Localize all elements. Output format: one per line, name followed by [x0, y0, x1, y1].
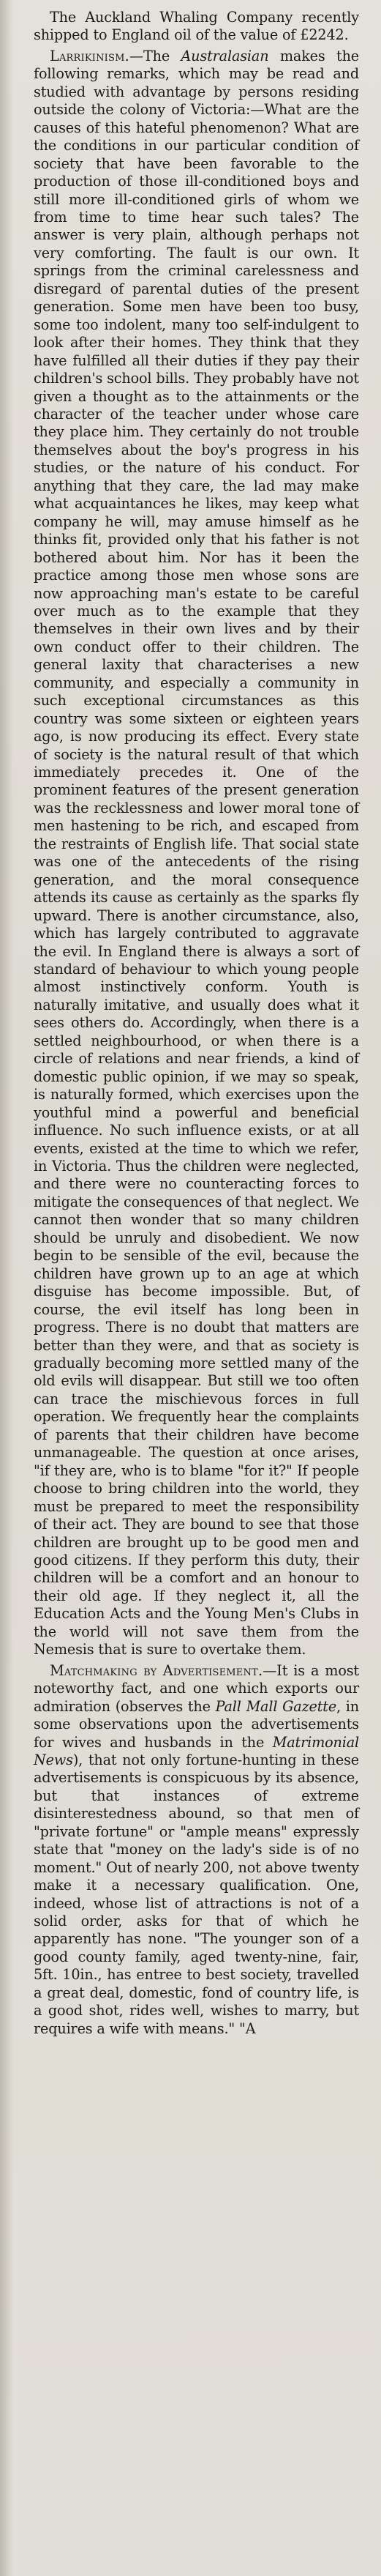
larrikinism-body: makes the following remarks, which may be read and studied with advantage by persons residing outside the colony of Victoria:—What are the causes of this hateful phenomenon? What are the conditions in our particular condition of society that have been favorable to the production of those ill-conditioned boys and still more ill-conditioned girls of whom we from time to time hear such tales? The answer is very plain, although perhaps not very comforting. The fault is our own. It springs from the criminal carelessness and disregard of parental duties of the present generation. Some men have been too busy, some too indolent, many too self-indulgent to look after their homes. They think that they have fulfilled all their duties if they pay their children's school bills. They probably have not given a thought as to the attainments or the character of the teacher under whose care they place him. They certainly do not trouble themselves about the boy's progress in his studies, or the nature of his conduct. For anything that they care, the lad may make what acquaintances he likes, may keep what company he will, may amuse himself as he thinks fit, provided only that his father is not bothered about him. Nor has it been the practice among those men whose sons are now approaching man's estate to be careful over much as to the example that they themselves in their own lives and by their own conduct offer to their children. The general laxity that characterises a new community, and especially a community in such exceptional circumstances as this country was some sixteen or eighteen years ago, is now producing its effect. Every state of society is the natural result of that which immediately precedes it. One of the prominent features of the present generation was the recklessness and lower moral tone of men hastening to be rich, and escaped from the restraints of English life. That social state was one of the antecedents of the rising generation, and the moral consequence attends its cause as certainly as the sparks fly upward. There is another circumstance, also, which has largely contributed to aggravate the evil. In England there is always a sort of standard of behaviour to which young people almost instinctively conform. Youth is naturally imitative, and usually does what it sees others do. Accordingly, when there is a settled neighbourhood, or when there is a circle of relations and near friends, a kind of domestic public opinion, if we may so speak, is naturally formed, which exercises upon the youthful mind a powerful and beneficial influence. No such influence exists, or at all events, existed at the time to which we refer, in Victoria. Thus the children were neglected, and there were no counteracting forces to mitigate the consequences of that neglect. We cannot then wonder that so many children should be unruly and disobedient. We now begin to be sensible of the evil, because the children have grown up to an age at which disguise has become impossible. But, of course, the evil itself has long been in progress. There is no doubt that matters are better than they were, and that as society is gradually becoming more settled many of the old evils will disappear. But still we too often can trace the mischievous forces in full operation. We frequently hear the complaints of parents that their children have become unmanageable. The question at once arises, "if they are, who is to blame "for it?" If people choose to bring children into the world, they must be prepared to meet the responsibility of their act. They are bound to see that those children are brought up to be good men and good citizens. If they perform this duty, their children will be a comfort and an honour to their old age. If they neglect it, all the Education Acts and the Young Men's Clubs in the world will not save them from the Nemesis that is sure to overtake them. — [34, 47, 359, 1659]
matchmaking-paragraph — [34, 1662, 359, 2039]
matchmaking-lead: —It is a most noteworthy fact, and one which exports our admiration (observes the — [34, 1661, 359, 1715]
larrikinism-source: Australasian — [181, 47, 269, 64]
matchmaking-source-matrimonial: Matrimonial News — [34, 1733, 359, 1768]
matchmaking-source-pall-mall: Pall Mall Gazette — [215, 1697, 337, 1715]
larrikinism-lead: —The — [129, 47, 181, 64]
whaling-paragraph — [34, 9, 359, 45]
matchmaking-mid: , in some observations upon the advertisements for wives and husbands in the — [34, 1697, 359, 1751]
whaling-text: The Auckland Whaling Company recently shipped to England oil of the value of £2242. — [34, 9, 359, 44]
larrikinism-heading: Larrikinism. — [50, 47, 129, 64]
matchmaking-body: ), that not only fortune-hunting in these advertisements is conspicuous by its absence, but that instances of extreme disinterestedness abound, so that men of "private fortune" or "ample means" expressly state that "money on the lady's side is of no moment." Out of nearly 200, not above twenty make it a necessary qualification. One, indeed, whose list of attractions is not of a solid order, asks for that of which he apparently has none. "The younger son of a good county family, aged twenty-nine, fair, 5ft. 10in., has entree to best society, travelled a great deal, domestic, fond of country life, is a good shot, rides well, wishes to marry, but requires a wife with means." "A — [34, 1751, 359, 2037]
matchmaking-heading: Matchmaking by Advertisement. — [50, 1661, 263, 1679]
larrikinism-paragraph — [34, 48, 359, 1659]
page-edge-shadow — [0, 0, 13, 2576]
